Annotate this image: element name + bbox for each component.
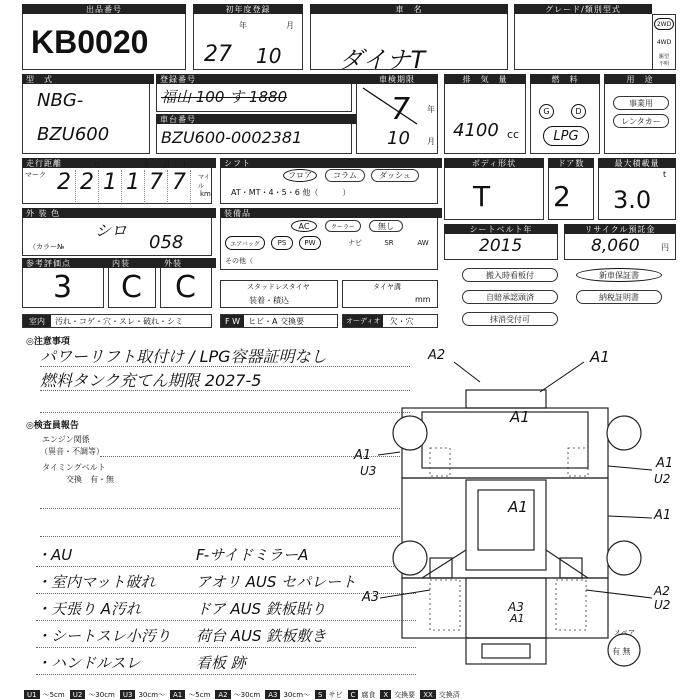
legend-code: A2: [215, 690, 230, 699]
doc-import-plate: 搬入時看板付: [462, 268, 558, 282]
type-value-1: NBG-: [37, 90, 84, 111]
audio-row: [342, 314, 438, 328]
diag-mark-a1-bed: A1: [508, 498, 528, 516]
reg-no-value: 福山 100 す 1880: [161, 88, 288, 106]
inspect-header: 車検期限: [356, 74, 438, 84]
legend-value: 交換要: [394, 690, 416, 699]
legend-item: [120, 690, 168, 699]
unit-sen: 千: [143, 161, 150, 169]
engine-label: エンジン関係: [42, 435, 90, 444]
legend-code: A1: [170, 690, 185, 699]
legend-code: U2: [70, 690, 86, 699]
eq-cooler: クーラー: [325, 220, 361, 232]
grade-box: [514, 14, 652, 70]
legend-value: ～5cm: [42, 690, 65, 699]
first-reg-year: 27: [204, 42, 232, 67]
fw-opts: ヒビ・A 交換要: [248, 316, 305, 326]
studless-opts: 装着・積込: [249, 296, 289, 305]
ref-score-box: [22, 268, 104, 308]
displacement-header: 排 気 量: [444, 74, 526, 84]
legend-code: X: [380, 690, 391, 699]
body-shape-box: [444, 168, 544, 220]
eq-other: その他（: [225, 257, 253, 265]
shift-row2: AT・MT・4・5・6 他（ ）: [231, 188, 351, 197]
eq-airbag: エアバッグ: [225, 236, 265, 250]
interior-row-label: 室内: [23, 315, 51, 327]
recycle-value: 8,060: [591, 236, 640, 256]
recycle-box: [564, 234, 676, 260]
interior-box: [108, 268, 156, 308]
remark-right: 荷台 AUS 鉄板敷き: [196, 627, 327, 645]
first-reg-month: 10: [256, 44, 282, 68]
mileage-digits: [53, 170, 193, 202]
displacement-unit: cc: [507, 128, 520, 141]
type-box: [22, 84, 150, 154]
mileage-digit: 7: [145, 170, 168, 202]
model-name-box: [310, 14, 508, 74]
remark-row: [36, 540, 416, 567]
unit-km: km: [200, 190, 211, 198]
unit-hyaku: 百: [163, 161, 170, 169]
tire-mm: mm: [415, 295, 431, 304]
lot-no-box: [22, 14, 186, 70]
eq-pw: PW: [299, 236, 321, 250]
shift-floor: フロア: [283, 169, 317, 182]
shift-dash: ダッシュ: [371, 169, 419, 182]
doors-value: 2: [553, 180, 571, 213]
notes-line-1: パワーリフト取付け / LPG容器証明なし: [40, 347, 327, 366]
eq-ps: PS: [271, 236, 293, 250]
inspector-title: ◎検査員報告: [26, 421, 79, 431]
load-box: [598, 168, 676, 220]
spare-label: スペア: [614, 629, 635, 637]
fuel-d: D: [571, 104, 586, 119]
drive-unknown: 駆型 不明: [658, 54, 669, 67]
notes-line-2: 燃料タンク充てん期限 2027-5: [40, 371, 262, 390]
model-name-header: 車 名: [310, 4, 508, 14]
mileage-digit: 2: [76, 170, 99, 202]
remark-left: ・ハンドルスレ: [36, 654, 141, 672]
doc-tax-cert: 納税証明書: [576, 290, 662, 304]
remark-row: [36, 567, 416, 594]
legend-code: U1: [24, 690, 40, 699]
eq-navi: ナビ: [348, 239, 362, 247]
inspect-month-suffix: 月: [427, 137, 435, 146]
remark-left: ・天張り A汚れ: [36, 600, 142, 618]
diag-mark-a2-right: A2: [654, 584, 670, 598]
first-reg-box: [193, 14, 303, 70]
usage-commercial: 事業用: [613, 96, 669, 110]
exterior-box: [160, 268, 212, 308]
color-header: 外 装 色: [22, 208, 216, 218]
inspector-remarks: [36, 540, 416, 675]
legend-value: 交換済: [438, 690, 460, 699]
remark-right: ドア AUS 鉄板貼り: [196, 600, 326, 618]
equipment-box: [220, 218, 438, 270]
reg-no-box: [156, 84, 352, 112]
legend-item: [70, 690, 118, 699]
diag-mark-a1-left: A1: [354, 448, 372, 463]
inspector-rule-2: [40, 536, 400, 537]
mileage-digit: 1: [99, 170, 122, 202]
diag-mark-a3-rear: A3: [508, 600, 524, 614]
recycle-unit: 円: [661, 243, 669, 252]
legend-item: [170, 690, 213, 699]
diag-mark-a1-top: A1: [590, 348, 610, 366]
ref-score-header: 参考評価点: [22, 258, 108, 268]
body-shape-value: T: [473, 180, 491, 213]
legend-item: [380, 690, 418, 699]
legend-item: [348, 690, 379, 699]
remark-left: ・シートスレ小汚り: [36, 627, 171, 645]
color-box: [22, 218, 212, 256]
mileage-digit: 2: [53, 170, 76, 202]
color-no-value: 058: [149, 232, 184, 253]
legend-code: A3: [265, 690, 280, 699]
diag-mark-a1-roof: A1: [510, 408, 530, 426]
shift-header: シフト: [220, 158, 442, 168]
legend-code: U3: [120, 690, 136, 699]
diag-mark-a2-top: A2: [428, 348, 446, 363]
unit-man: 万: [93, 161, 100, 169]
fuel-lpg: LPG: [543, 126, 589, 146]
usage-rental: レンタカー: [613, 114, 669, 128]
interior-grade: C: [121, 270, 142, 305]
drive-4wd: 4WD: [656, 38, 672, 46]
interior-condition-row: [22, 314, 212, 328]
legend-item: [215, 690, 263, 699]
drive-2wd: 2WD: [654, 18, 674, 30]
fuel-header: 燃 料: [530, 74, 600, 84]
grade-header: グレード/類別型式: [514, 4, 652, 14]
inspect-year-suffix: 年: [427, 105, 435, 114]
tire-box: [342, 280, 438, 308]
legend-item: [420, 690, 463, 699]
legend-code: XX: [420, 690, 436, 699]
usage-header: 用 途: [604, 74, 676, 84]
load-value: 3.0: [613, 186, 652, 214]
eq-sr: SR: [384, 239, 394, 247]
model-name-value: ダイナT: [339, 46, 426, 74]
remark-row: [36, 648, 416, 675]
diag-mark-a1-right: A1: [656, 456, 674, 471]
doc-new-warranty: 新車保証書: [576, 268, 662, 282]
remark-right: アオリ AUS セパレート: [196, 573, 357, 591]
equipment-header: 装備品: [220, 208, 442, 218]
eq-ac: AC: [291, 220, 317, 232]
timing-label: タイミングベルト: [42, 463, 106, 472]
remark-row: [36, 594, 416, 621]
shift-box: [220, 168, 438, 204]
usage-box: [604, 84, 676, 154]
legend-value: 30cm～: [138, 690, 166, 699]
first-reg-header: 初年度登録: [193, 4, 303, 14]
legend-value: ～30cm: [88, 690, 115, 699]
remark-row: [36, 621, 416, 648]
doc-erase-accept: 抹消受付可: [462, 312, 558, 326]
color-no-label: （カラー№: [29, 243, 65, 251]
legend-value: ～30cm: [233, 690, 261, 699]
diag-mark-a3-left: A3: [362, 590, 380, 605]
audio-label: オーディオ: [343, 315, 383, 327]
mileage-digit: 7: [168, 170, 191, 202]
legend-item: [315, 690, 345, 699]
fw-label: F W: [221, 315, 244, 327]
mileage-mark-label: マーク: [25, 171, 46, 179]
exterior-grade: C: [175, 270, 196, 305]
first-reg-month-label: 月: [286, 21, 294, 30]
remark-left: ・AU: [36, 546, 73, 564]
remark-left: ・室内マット破れ: [36, 573, 156, 591]
chassis-box: [156, 124, 352, 154]
shift-column: コラム: [325, 169, 365, 182]
lot-no-header: 出品番号: [22, 4, 186, 14]
color-value: シロ: [95, 221, 128, 240]
notes-line-3-rule: [40, 412, 410, 413]
doors-box: [548, 168, 594, 220]
recycle-header: リサイクル預託金: [564, 224, 676, 234]
chassis-value: BZU600-0002381: [161, 128, 303, 147]
diag-mark-u2-right: U2: [654, 472, 671, 486]
doors-header: ドア数: [548, 158, 594, 168]
load-header: 最大積載量: [598, 158, 676, 168]
legend-value: 腐食: [361, 690, 376, 699]
diag-mark-u3-left: U3: [360, 464, 377, 478]
remark-right: 看板 跡: [196, 654, 246, 672]
type-value-2: BZU600: [37, 124, 110, 145]
remark-right: F-サイドミラーA: [196, 546, 309, 564]
studless-label: スタッドレスタイヤ: [247, 283, 310, 291]
inspect-month: 10: [387, 128, 410, 149]
legend-value: サビ: [328, 690, 343, 699]
inspect-box: [356, 84, 438, 154]
lot-no-value: KB0020: [31, 24, 149, 60]
interior-header: 内装: [108, 258, 160, 268]
ref-score-value: 3: [53, 270, 73, 305]
fw-row: [220, 314, 338, 328]
mileage-header: 走行距離: [22, 158, 216, 168]
truck-outline: [402, 390, 608, 664]
inspect-year: 7: [391, 92, 411, 127]
legend-code: S: [315, 690, 325, 699]
unit-mile: マイル: [198, 174, 210, 190]
tire-label: タイヤ溝: [373, 283, 401, 291]
chassis-header: 車台番号: [156, 114, 356, 124]
diag-mark-u2-right2: U2: [654, 598, 671, 612]
reg-no-header: 登録番号: [156, 74, 356, 84]
studless-box: [220, 280, 338, 308]
type-header: 型 式: [22, 74, 154, 84]
inspector-rule-1: [40, 508, 400, 509]
body-shape-header: ボディ形状: [444, 158, 544, 168]
diag-mark-a1-rear: A1: [510, 612, 525, 625]
damage-legend: [24, 690, 684, 700]
legend-code: C: [348, 690, 359, 699]
displacement-value: 4100: [453, 120, 499, 141]
drive-box: [652, 14, 676, 70]
seatbelt-header: シートベルト年: [444, 224, 558, 234]
spare-value: 有 無: [612, 647, 631, 656]
interior-row-opts: 汚れ・コゲ・穴・スレ・破れ・シミ: [55, 316, 183, 326]
eq-none: 無し: [369, 220, 403, 232]
doc-self-accept: 自賠承認頭済: [462, 290, 558, 304]
legend-value: 30cm～: [283, 690, 311, 699]
engine-sub: （異音・不調等）: [40, 447, 104, 456]
first-reg-year-label: 年: [239, 21, 247, 30]
fuel-box: [530, 84, 600, 154]
unit-juu: 十: [181, 161, 188, 169]
seatbelt-value: 2015: [479, 236, 523, 256]
mileage-digit: 1: [122, 170, 145, 202]
load-unit: t: [663, 170, 667, 179]
eq-aw: AW: [417, 239, 429, 247]
diag-mark-a1-right2: A1: [654, 508, 672, 523]
audio-opts: 欠・穴: [389, 316, 414, 326]
seatbelt-box: [444, 234, 558, 260]
fuel-g: G: [539, 104, 554, 119]
displacement-box: [444, 84, 526, 154]
legend-item: [265, 690, 313, 699]
timing-opts: 交換 有・無: [66, 475, 114, 484]
exterior-header: 外装: [160, 258, 216, 268]
legend-value: ～5cm: [188, 690, 211, 699]
legend-item: [24, 690, 68, 699]
notes-title: ◎注意事項: [26, 337, 70, 347]
